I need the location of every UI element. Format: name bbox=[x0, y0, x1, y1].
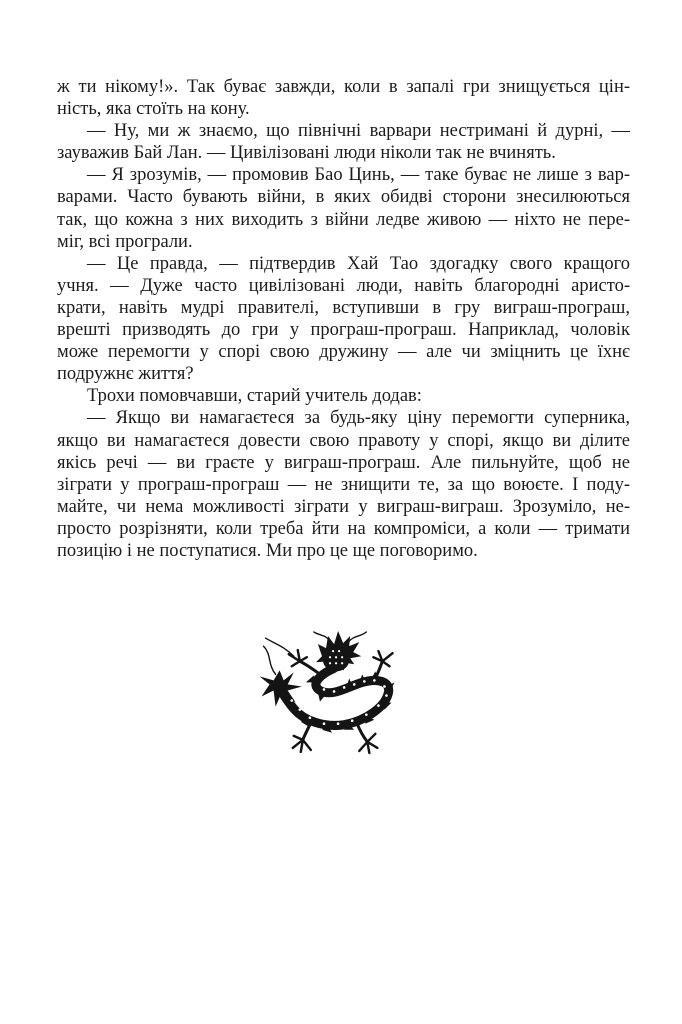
text-line: зіграти у програш-програш — не знищити те, за що воюєте. І поду- bbox=[57, 474, 630, 495]
text-line: ж ти нікому!». Так буває завжди, коли в запалі гри знищується цін- bbox=[57, 77, 630, 97]
text-line: подружнє життя? bbox=[57, 364, 194, 385]
text-line: може перемогти у спорі свою дружину — але чи зміцнить це їхнє bbox=[57, 342, 630, 363]
text-line: учня. — Дуже часто цивілізовані люди, навіть благородні аристо- bbox=[57, 275, 630, 296]
text-block bbox=[57, 76, 630, 562]
text-line: позицію і не поступатися. Ми про це ще поговоримо. bbox=[57, 540, 478, 561]
text-line: — Я зрозумів, — промовив Бао Цинь, — таке буває не лише з вар- bbox=[87, 165, 630, 186]
text-line: зауважив Бай Лан. — Цивілізовані люди ніколи так не вчинять. bbox=[57, 143, 556, 164]
text-line: просто розрізняти, коли треба йти на компроміси, а коли — тримати bbox=[57, 518, 630, 539]
text-line: варами. Часто бувають війни, в яких обидві сторони знесилюються bbox=[57, 187, 630, 208]
text-line: міг, всі програли. bbox=[57, 231, 193, 252]
text-line: — Це правда, — підтвердив Хай Тао здогадку свого кращого bbox=[87, 253, 630, 274]
text-line: якщо ви намагаєтеся довести свою правоту у спорі, якщо ви ділите bbox=[57, 430, 630, 451]
text-line: так, що кожна з них виходить з війни ледве живою — ніхто не пере- bbox=[57, 209, 630, 230]
text-line: врешті призводять до гри у програш-програш. Наприклад, чоловік bbox=[57, 320, 630, 341]
text-line: — Якщо ви намагаєтеся за будь-яку ціну перемогти суперника, bbox=[87, 408, 630, 429]
text-line: — Ну, ми ж знаємо, що північні варвари нестримані й дурні, — bbox=[87, 121, 630, 142]
text-line: Трохи помовчавши, старий учитель додав: bbox=[87, 386, 422, 407]
text-line: майте, чи нема можливості зіграти у виграш-виграш. Зрозуміло, не- bbox=[57, 496, 630, 517]
text-line: якісь речі — ви граєте у виграш-програш. Але пильнуйте, щоб не bbox=[57, 452, 630, 473]
text-line: ність, яка стоїть на кону. bbox=[57, 99, 250, 120]
dragon-ornament bbox=[257, 630, 395, 757]
text-line: крати, навіть мудрі правителі, вступивши в гру виграш-програш, bbox=[57, 297, 630, 318]
chinese-dragon-icon bbox=[257, 630, 395, 757]
